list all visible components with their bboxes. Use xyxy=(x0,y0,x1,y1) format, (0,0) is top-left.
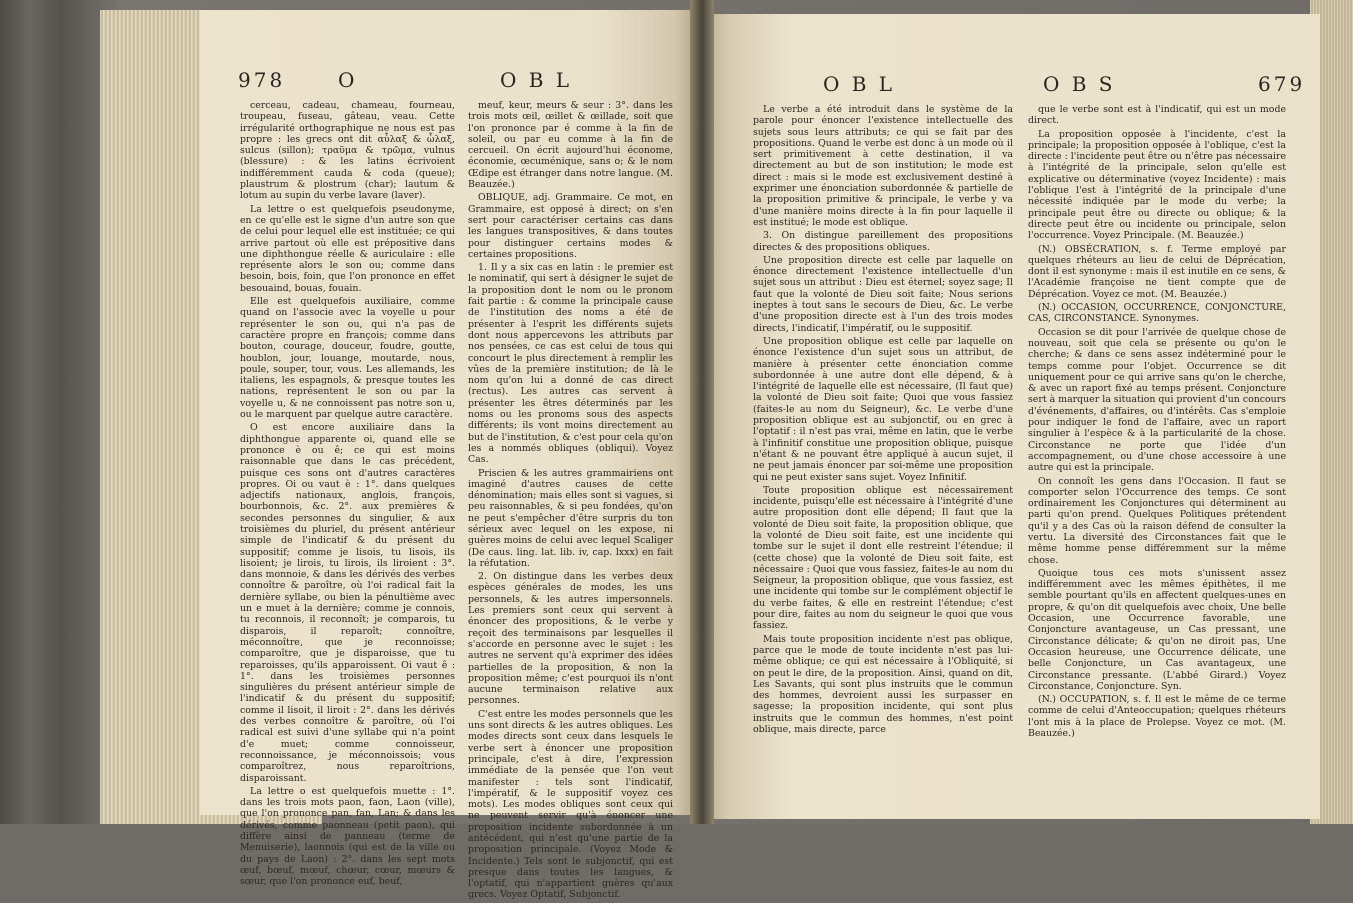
paragraph: Elle est quelquefois auxiliaire, comme quand on l'associe avec la voyelle u pour représenter le son ou, qui n'a pas de caractère propre en françois; comme dans bouton, courage, douceur, foudre, goutte, houblon, jour, louange, moutarde, nous, poule, souper, tour, vous. Les allemands, les italiens, les espagnols, & presque toutes les nations, représentent le son ou par la voyelle u, & ne connoissent pas notre son u, ou le marquent par quelque autre caractère. xyxy=(240,296,455,421)
paragraph: que le verbe sont est à l'indicatif, qui est un mode direct. xyxy=(1028,104,1286,127)
paragraph: Quoique tous ces mots s'unissent assez indifféremment avec les mêmes épithètes, il me semble pourtant qu'ils en affectent quelques-unes en propre, & qu'on dit quelquefois avec choix, Une belle Occasion, une Occurrence favorable, une Conjoncture avantageuse, un Cas pressant, une Circonstance délicate; & qu'on ne diroit pas, Une Occasion heureuse, une Occurrence délicate, une belle Conjoncture, un Cas avantageux, une Circonstance pressante. (L'abbé Girard.) Voyez Circonstance, Conjoncture. Syn. xyxy=(1028,567,1286,692)
right-page-number: 679 xyxy=(1258,72,1306,96)
paragraph: 1. Il y a six cas en latin : le premier est le nominatif, qui sert à désigner le sujet de la proposition dont le nom ou le pronom fait partie : & comme la principale cause de l'institution des noms a été de présenter à l'esprit les différents sujets dont nous appercevons les attributs par nos pensées, ce cas est celui de tous qui concourt le plus directement à remplir les vûes de la première institution; de là le nom qu'on lui a donné de cas direct (rectus). Les autres cas servent à présenter les êtres déterminés par les noms ou les pronoms sous des aspects différents; ils vont moins directement au but de l'institution, & c'est pour cela qu'on les a nommés obliques (obliqui). Voyez Cas. xyxy=(468,262,673,466)
right-page xyxy=(705,14,1320,819)
paragraph: meuf, keur, meurs & seur : 3°. dans les trois mots œil, œillet & œillade, soit que l'on prononce par é comme à la fin de soleil, ou par eu comme à la fin de cercueil. On écrit aujourd'hui économe, économie, œcuménique, sans o; & le nom Œdipe est étranger dans notre langue. (M. Beauzée.) xyxy=(468,100,673,191)
paragraph: La proposition opposée à l'incidente, c'est la principale; la proposition opposée à l'oblique, c'est la directe : l'incidente peut être ou n'être pas nécessaire à l'intégrité de la principale, selon qu'elle est explicative ou déterminative (voyez Incidente) : mais l'oblique l'est à l'intégrité de la principale d'une nécessité indiquée par le mode du verbe; la principale peut être ou directe ou oblique; & la directe peut être ou incidente ou principale, selon l'occurrence. Voyez Principale. (M. Beauzée.) xyxy=(1028,128,1286,242)
paragraph: Mais toute proposition incidente n'est pas oblique, parce que le mode de toute incidente n'est pas lui-même oblique; ce qui est nécessaire à l'Obliquité, si on peut le dire, de la proposition. Ainsi, quand on dit, Les Savants, qui sont plus instruits que le commun des hommes, devroient aussi les surpasser en sagesse; la proposition incidente, qui sont plus instruits que le commun des hommes, n'est point oblique, mais directe, parce xyxy=(753,633,1013,736)
book-gutter xyxy=(690,0,714,824)
paragraph: La lettre o est quelquefois muette : 1°. dans les trois mots paon, faon, Laon (ville), que l'on prononce pan, fan, Lan; & dans les dérivés, comme paonneau (petit paon), qui diffère ainsi de panneau (terme de Menuiserie), laonnois (qui est de la ville ou du pays de Laon) : 2°. dans les sept mots œuf, bœuf, mœuf, chœur, cœur, mœurs & sœur, que l'on prononce euf, beuf, xyxy=(240,785,455,888)
left-header-letter: O xyxy=(338,68,358,92)
right-page-header xyxy=(705,72,1320,100)
paragraph: cerceau, cadeau, chameau, fourneau, troupeau, fuseau, gâteau, veau. Cette irrégularité orthographique ne nous est pas propre : les grecs ont dit αὖλαξ & ὦλαξ, sulcus (sillon); τραῦμα & τρῶμα, vulnus (blessure) : & les latins écrivoient indifféremment cauda & coda (queue); plaustrum & plostrum (char); lautum & lotum au supin du verbe lavare (laver). xyxy=(240,100,455,202)
paragraph: Toute proposition oblique est nécessairement incidente, puisqu'elle est nécessaire à l'intégrité d'une autre proposition dont elle dépend; Il faut que la volonté de Dieu soit faite, la proposition oblique, que la volonté de Dieu soit faite, est une incidente qui tombe sur le sujet il dont elle restreint l'étendue; il (cette chose) que la volonté de Dieu soit faite, est nécessaire : Quoi que vous fassiez, faites-le au nom du Seigneur, la proposition oblique, que vous fassiez, est une incidente qui tombe sur le complément objectif le du verbe faites, & elle en restreint l'étendue; c'est pour dire, faites au nom du seigneur le quoi que vous fassiez. xyxy=(753,484,1013,632)
paragraph: Priscien & les autres grammairiens ont imaginé d'autres causes de cette dénomination; mais elles sont si vagues, si peu raisonnables, & si peu fondées, qu'on ne peut s'empêcher d'être surpris du ton sérieux avec lequel on les expose, ni guères moins de celui avec lequel Scaliger (De caus. ling. lat. lib. iv, cap. lxxx) en fait la réfutation. xyxy=(468,467,673,569)
right-header-right-word: O B S xyxy=(1043,72,1116,96)
paragraph: On connoît les gens dans l'Occasion. Il faut se comporter selon l'Occurrence des temps. Ce sont ordinairement les Conjonctures qui déterminent au parti qu'on prend. Quelques Politiques prétendent qu'il y a des Cas où la raison défend de consulter la vertu. La diversité des Circonstances fait que le même homme pense différemment sur la même chose. xyxy=(1028,475,1286,566)
paragraph: (N.) OCCASION, OCCURRENCE, CONJONCTURE, CAS, CIRCONSTANCE. Synonymes. xyxy=(1028,302,1286,325)
paragraph: O est encore auxiliaire dans la diphthongue apparente oi, quand elle se prononce è ou ê; ce qui est moins raisonnable que dans le cas précédent, puisque ces sons ont d'autres caractères propres. Oi ou vaut è : 1°. dans quelques adjectifs nationaux, anglois, françois, bourbonnois, &c. 2°. aux premières & secondes personnes du singulier, & aux troisièmes du pluriel, du présent antérieur simple de l'indicatif & du présent du suppositif; comme je lisois, tu lisois, ils lisoient; je lirois, tu lirois, ils liroient : 3°. dans monnoie, & dans les dérivés des verbes connoître & paroître, où l'oi radical fait la dernière syllabe, ou bien la pénultième avec un e muet à la dernière; comme je connois, tu reconnois, il reconnoît; je comparois, tu disparois, il reparoît; connoître, méconnoître, que je reconnoisse; comparoître, que je disparoisse, que tu reparoisses, qu'ils apparoissent. Oi vaut ê : 1°. dans les troisièmes personnes singulières du présent antérieur simple de l'indicatif & du présent du suppositif; comme il lisoit, il liroit : 2°. dans les dérivés des verbes connoître & paroître, où l'oi radical est suivi d'une syllabe qui n'a point d'e muet; comme connoisseur, reconnoissance, je méconnoissois; vous comparoîtrez, nous reparoîtrions, disparoissant. xyxy=(240,422,455,784)
paragraph: Une proposition oblique est celle par laquelle on énonce l'existence d'un sujet sous un attribut, de manière à présenter cette énonciation comme subordonnée à une autre dont elle dépend, & à l'intégrité de laquelle elle est nécessaire, (Il faut que) la volonté de Dieu soit faite; Quoi que vous fassiez (faites-le au nom du Seigneur), &c. Le verbe d'une proposition oblique est au subjonctif, ou en grec à l'optatif : il n'est pas vrai, même en latin, que le verbe à l'infinitif constitue une proposition oblique, puisque n'étant & ne pouvant être appliqué à aucun sujet, il ne peut jamais énoncer par soi-même une proposition qui ne peut exister sans sujet. Voyez Infinitif. xyxy=(753,335,1013,483)
paragraph: Une proposition directe est celle par laquelle on énonce directement l'existence intellectuelle d'un sujet sous un attribut : Dieu est éternel; soyez sage; Il faut que la volonté de Dieu soit faite; Nous serions ineptes à tout sans le secours de Dieu, &c. Le verbe d'une proposition directe est à l'un des trois modes directs, l'indicatif, l'impératif, ou le suppositif. xyxy=(753,254,1013,334)
left-page-number: 978 xyxy=(238,68,286,92)
paragraph: Occasion se dit pour l'arrivée de quelque chose de nouveau, soit que cela se présente ou qu'on le cherche; & dans ce sens assez indéterminé pour le temps comme pour l'objet. Occurrence se dit uniquement pour ce qui arrive sans qu'on le cherche, & avec un raport fixé au temps présent. Conjoncture sert à marquer la situation qui provient d'un concours d'événements, d'affaires, ou d'intérêts. Cas s'emploie pour indiquer le fond de l'affaire, avec un raport singulier à l'espèce & à la particularité de la chose. Circonstance ne porte que l'idée d'un accompagnement, ou d'une chose accessoire à une autre qui est la principale. xyxy=(1028,326,1286,474)
left-column-b xyxy=(468,100,673,903)
paragraph: La lettre o est quelquefois pseudonyme, en ce qu'elle est le signe d'un autre son que de celui pour lequel elle est instituée; ce qui arrive partout où elle est prépositive dans une diphthongue réelle & auriculaire : elle représente alors le son ou; comme dans besoin, bois, foin, que l'on prononce en effet besouaind, bouas, fouain. xyxy=(240,203,455,294)
paragraph: C'est entre les modes personnels que les uns sont directs & les autres obliques. Les modes directs sont ceux dans lesquels le verbe sert à énoncer une proposition principale, c'est à dire, l'expression immédiate de la pensée que l'on veut manifester : tels sont l'indicatif, l'impératif, & le suppositif voyez ces mots). Les modes obliques sont ceux qui ne peuvent servir qu'à énoncer une proposition incidente subordonnée à un antécédent, qui n'est qu'une partie de la proposition principale. (Voyez Mode & Incidente.) Tels sont le subjonctif, qui est presque dans toutes les langues, & l'optatif, qui n'appartient guères qu'aux grecs. Voyez Optatif, Subjonctif. xyxy=(468,708,673,901)
paragraph: 3. On distingue pareillement des propositions directes & des propositions obliques. xyxy=(753,230,1013,253)
right-column-a xyxy=(753,104,1013,737)
paragraph: 2. On distingue dans les verbes deux espèces générales de modes, les uns personnels, & les autres impersonnels. Les premiers sont ceux qui servent à énoncer des propositions, & le verbe y reçoit des terminaisons par lesquelles il s'accorde en personne avec le sujet : les autres ne servent qu'à exprimer des idées partielles de la proposition, & non la proposition même; c'est pourquoi ils n'ont aucune terminaison relative aux personnes. xyxy=(468,571,673,707)
right-header-left-word: O B L xyxy=(823,72,896,96)
left-page xyxy=(200,10,695,901)
paragraph: (N.) OBSÉCRATION, s. f. Terme employé par quelques rhéteurs au lieu de celui de Déprécation, dont il est synonyme : mais il est inutile en ce sens, & l'Académie françoise ne tient compte que de Déprécation. Voyez ce mot. (M. Beauzée.) xyxy=(1028,243,1286,300)
paragraph: (N.) OCCUPATION, s. f. Il est le même de ce terme comme de celui d'Anteoccupation; quelques rhéteurs l'ont mis à la place de Prolepse. Voyez ce mot. (M. Beauzée.) xyxy=(1028,694,1286,740)
left-page-header xyxy=(200,68,695,96)
paragraph: OBLIQUE, adj. Grammaire. Ce mot, en Grammaire, est opposé à direct; on s'en sert pour caractériser certains cas dans les langues transpositives, & dans toutes pour distinguer certains modes & certaines propositions. xyxy=(468,192,673,260)
left-column-a xyxy=(240,100,455,889)
paragraph: Le verbe a été introduit dans le système de la parole pour énoncer l'existence intellectuelle des sujets sous leurs attributs; ce qui se fait par des propositions. Quand le verbe est donc à un mode où il sert primitivement à cette destination, il va directement au but de son institution; le mode est direct : mais si le mode est exclusivement destiné à exprimer une énonciation subordonnée & partielle de la proposition primitive & principale, le verbe y va d'une manière moins directe à la fin pour laquelle il est institué; le mode est oblique. xyxy=(753,104,1013,228)
right-column-b xyxy=(1028,104,1286,741)
left-header-word: O B L xyxy=(500,68,573,92)
